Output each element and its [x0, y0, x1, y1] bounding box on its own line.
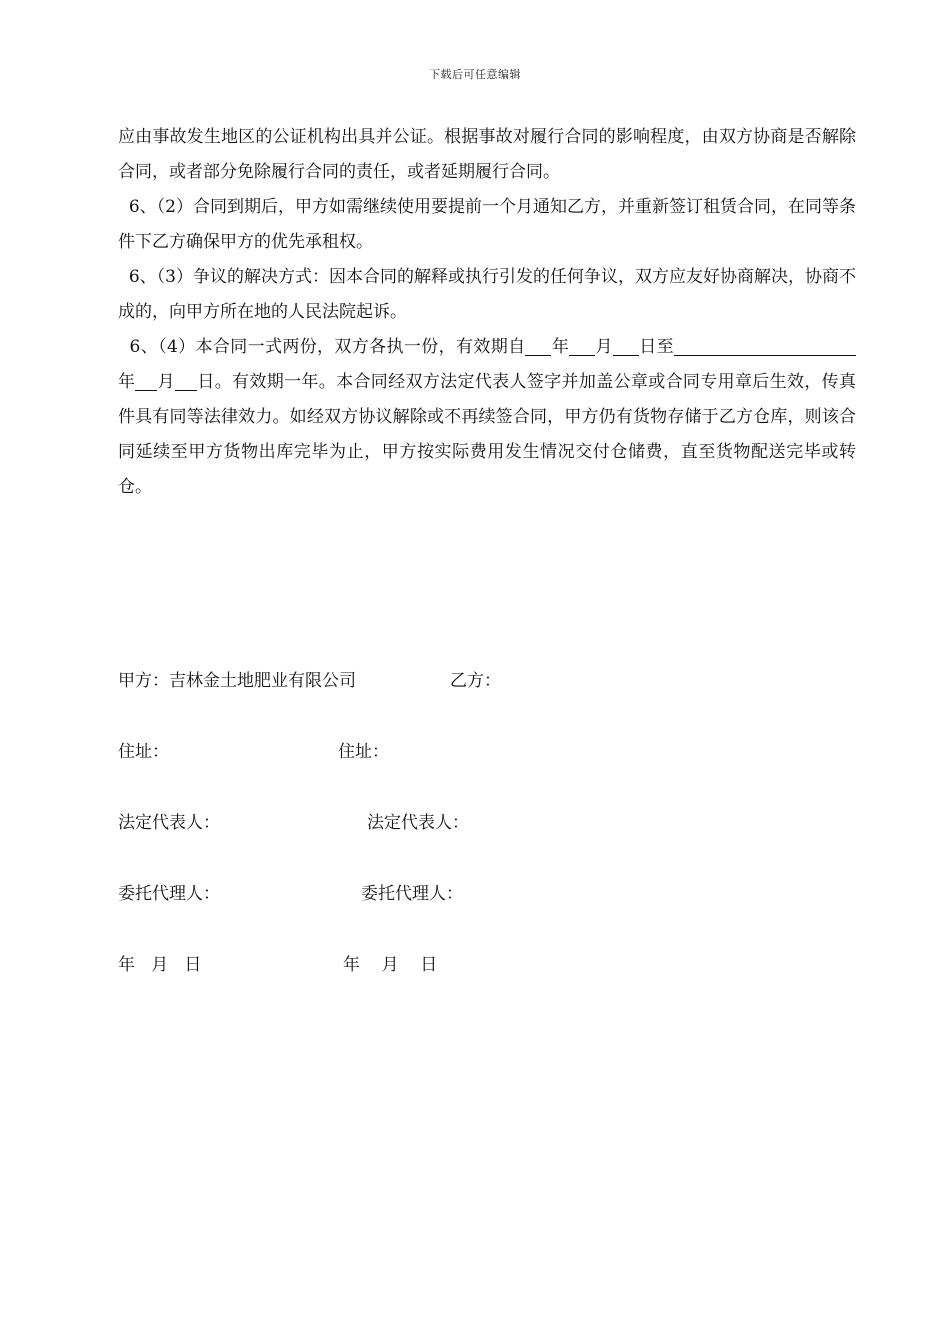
start-year-blank[interactable]	[525, 333, 551, 356]
party-b-label: 乙方：	[450, 671, 501, 691]
party-a-agent-label: 委托代理人：	[118, 884, 220, 904]
paragraph-6-4	[118, 330, 856, 505]
end-month-label: 月	[157, 372, 176, 392]
party-a-legal-rep-label: 法定代表人：	[118, 813, 220, 833]
term-year-label: 年	[551, 337, 570, 357]
party-b-agent-label: 委托代理人：	[361, 884, 463, 904]
paragraph-6-2	[118, 190, 856, 260]
term-day-to-label: 日至	[638, 337, 675, 357]
start-day-blank[interactable]	[613, 333, 639, 356]
end-month-blank[interactable]	[135, 368, 157, 391]
paragraph-6-3	[118, 260, 856, 330]
paragraph-6-2-text: 6、（2）合同到期后，甲方如需继续使用要提前一个月通知乙方，并重新签订租赁合同，在同等条件下乙方确保甲方的优先承租权。	[118, 197, 856, 252]
party-a-address-label: 住址：	[118, 742, 169, 762]
end-year-label: 年	[118, 372, 136, 392]
end-date-blank[interactable]	[674, 333, 798, 356]
start-month-blank[interactable]	[569, 333, 595, 356]
paragraph-6-3-text: 6、（3）争议的解决方式：因本合同的解释或执行引发的任何争议，双方应友好协商解决，协商不成的，向甲方所在地的人民法院起诉。	[118, 267, 856, 322]
page-header: 下载后可任意编辑	[429, 68, 521, 81]
party-a-date-label: 年 月 日	[118, 955, 202, 975]
party-b-date-label: 年 月 日	[343, 955, 438, 975]
party-a-label: 甲方：吉林金土地肥业有限公司	[118, 671, 356, 691]
end-day-blank[interactable]	[175, 368, 197, 391]
paragraph-force-majeure: 应由事故发生地区的公证机构出具并公证。根据事故对履行合同的影响程度，由双方协商是否解除合同，或者部分免除履行合同的责任，或者延期履行合同。	[118, 127, 856, 182]
party-b-legal-rep-label: 法定代表人：	[367, 813, 469, 833]
term-intro: 6、（4）本合同一式两份，双方各执一份，有效期自	[129, 337, 526, 357]
end-year-blank[interactable]	[798, 333, 856, 356]
contract-body	[118, 120, 856, 505]
term-rest: 日。有效期一年。本合同经双方法定代表人签字并加盖公章或合同专用章后生效，传真件具有同等法律效力。如经双方协议解除或不再续签合同，甲方仍有货物存储于乙方仓库，则该合同延续至甲方货物出库完毕为止，甲方按实际费用发生情况交付仓储费，直至货物配送完毕或转仓。	[118, 372, 857, 497]
party-b-address-label: 住址：	[338, 742, 389, 762]
term-month-label: 月	[595, 337, 613, 357]
